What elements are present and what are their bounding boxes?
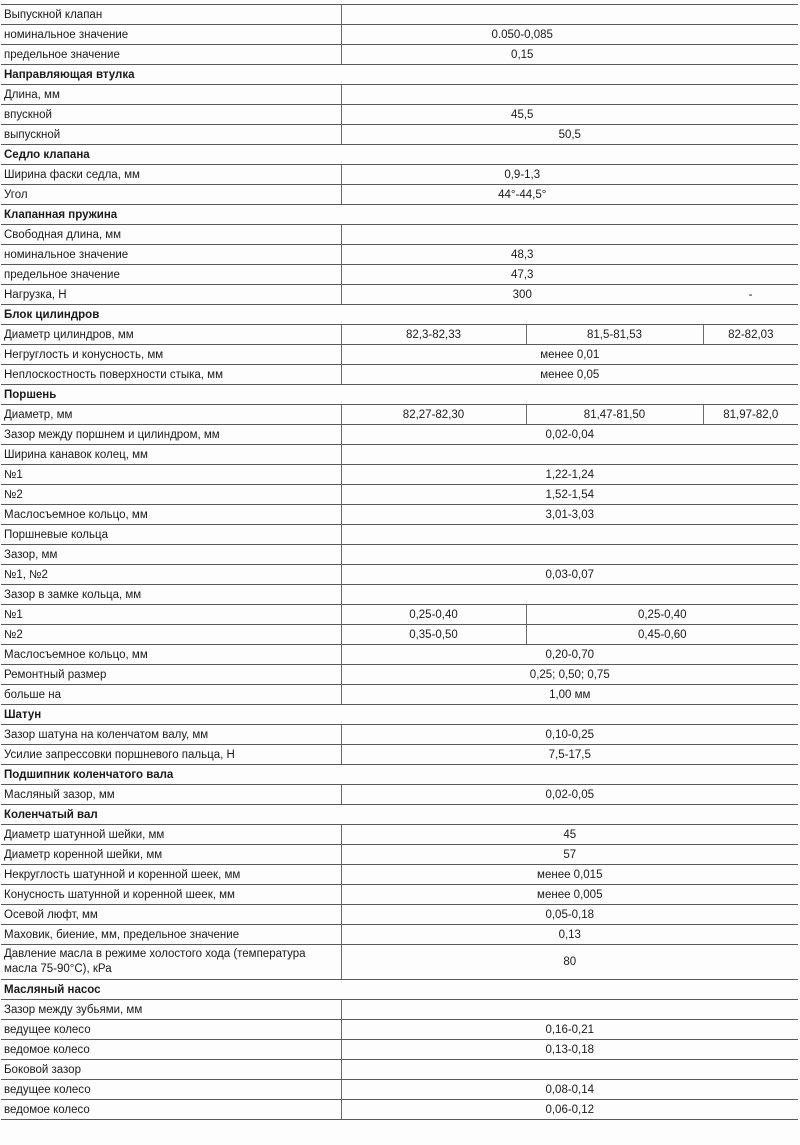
row-label: №1 — [1, 465, 341, 485]
row-label: №2 — [1, 485, 341, 505]
row-label: Маслосъемное кольцо, мм — [1, 645, 341, 665]
row-label: Зазор между зубьями, мм — [1, 1000, 341, 1020]
spec-row — [1, 745, 798, 765]
row-label: Маслосъемное кольцо, мм — [1, 505, 341, 525]
spec-row — [1, 585, 798, 605]
section-title: Масляный насос — [1, 980, 798, 1000]
spec-row — [1, 285, 798, 305]
value-cell-empty — [341, 525, 798, 545]
value-cell-empty — [341, 585, 798, 605]
value-cell-1: 0,25-0,40 — [341, 605, 526, 625]
value-cell: 0,25; 0,50; 0,75 — [341, 665, 798, 685]
spec-row — [1, 785, 798, 805]
section-header-row — [1, 980, 798, 1000]
row-label: предельное значение — [1, 265, 341, 285]
row-label: Зазор в замке кольца, мм — [1, 585, 341, 605]
section-header-row — [1, 305, 798, 325]
spec-row — [1, 1000, 798, 1020]
value-cell-empty — [341, 225, 798, 245]
value-cell: 44°-44,5° — [341, 185, 703, 205]
section-title: Коленчатый вал — [1, 805, 798, 825]
section-title: Клапанная пружина — [1, 205, 798, 225]
spec-row — [1, 165, 798, 185]
row-label: Нагрузка, Н — [1, 285, 341, 305]
spec-row — [1, 645, 798, 665]
row-label: Зазор между поршнем и цилиндром, мм — [1, 425, 341, 445]
row-label: Угол — [1, 185, 341, 205]
row-label: номинальное значение — [1, 25, 341, 45]
value-cell: 50,5 — [341, 125, 798, 145]
value-cell-3: 81,97-82,0 — [703, 405, 798, 425]
row-label: №1 — [1, 605, 341, 625]
value-cell: 0,03-0,07 — [341, 565, 798, 585]
spec-row — [1, 1040, 798, 1060]
spec-row — [1, 665, 798, 685]
row-label: ведущее колесо — [1, 1080, 341, 1100]
spec-row — [1, 485, 798, 505]
value-cell: 0.050-0,085 — [341, 25, 703, 45]
section-title: Подшипник коленчатого вала — [1, 765, 798, 785]
extra-cell — [703, 105, 798, 125]
row-label: №1, №2 — [1, 565, 341, 585]
spec-row — [1, 565, 798, 585]
spec-row — [1, 905, 798, 925]
value-cell: 0,02-0,05 — [341, 785, 798, 805]
row-label: предельное значение — [1, 45, 341, 65]
value-cell-empty — [341, 445, 798, 465]
row-label: Боковой зазор — [1, 1060, 341, 1080]
row-label: Зазор, мм — [1, 545, 341, 565]
section-title: Шатун — [1, 705, 798, 725]
extra-cell — [703, 165, 798, 185]
value-cell: 7,5-17,5 — [341, 745, 798, 765]
spec-row — [1, 685, 798, 705]
spec-row — [1, 5, 798, 25]
value-cell-3: 82-82,03 — [703, 325, 798, 345]
section-header-row — [1, 385, 798, 405]
value-cell: менее 0,005 — [341, 885, 798, 905]
spec-row — [1, 865, 798, 885]
extra-cell — [703, 245, 798, 265]
spec-row — [1, 885, 798, 905]
value-cell: менее 0,01 — [341, 345, 798, 365]
value-cell: 0,02-0,04 — [341, 425, 798, 445]
spec-row — [1, 945, 798, 980]
value-cell: 0,16-0,21 — [341, 1020, 798, 1040]
row-label: ведомое колесо — [1, 1040, 341, 1060]
extra-cell — [703, 185, 798, 205]
spec-row — [1, 545, 798, 565]
value-cell-empty — [341, 85, 798, 105]
value-cell-empty — [341, 1000, 798, 1020]
row-label: Неплоскостность поверхности стыка, мм — [1, 365, 341, 385]
row-label: Выпускной клапан — [1, 5, 341, 25]
value-cell: 0,05-0,18 — [341, 905, 798, 925]
row-label: Поршневые кольца — [1, 525, 341, 545]
value-cell: 1,52-1,54 — [341, 485, 798, 505]
spec-row — [1, 345, 798, 365]
value-cell: 0,10-0,25 — [341, 725, 798, 745]
row-label: Давление масла в режиме холостого хода (температура масла 75-90°С), кРа — [1, 945, 341, 980]
spec-row — [1, 505, 798, 525]
spec-row — [1, 1020, 798, 1040]
row-label: номинальное значение — [1, 245, 341, 265]
value-cell: 45,5 — [341, 105, 703, 125]
spec-row — [1, 425, 798, 445]
spec-row — [1, 85, 798, 105]
spec-row — [1, 45, 798, 65]
row-label: №2 — [1, 625, 341, 645]
spec-row — [1, 845, 798, 865]
spec-row — [1, 25, 798, 45]
spec-row — [1, 405, 798, 425]
value-cell-2: 0,45-0,60 — [526, 625, 798, 645]
value-cell-1: 82,27-82,30 — [341, 405, 526, 425]
row-label: Негруглость и конусность, мм — [1, 345, 341, 365]
value-cell: 0,13-0,18 — [341, 1040, 798, 1060]
extra-cell — [703, 265, 798, 285]
value-cell: 0,08-0,14 — [341, 1080, 798, 1100]
value-cell-empty — [341, 5, 798, 25]
value-cell-empty — [341, 545, 798, 565]
value-cell-empty — [341, 1060, 798, 1080]
row-label: Длина, мм — [1, 85, 341, 105]
row-label: Ширина фаски седла, мм — [1, 165, 341, 185]
spec-row — [1, 365, 798, 385]
extra-cell — [703, 25, 798, 45]
row-label: ведомое колесо — [1, 1100, 341, 1120]
spec-row — [1, 185, 798, 205]
spec-row — [1, 1060, 798, 1080]
section-title: Направляющая втулка — [1, 65, 798, 85]
value-cell: 80 — [341, 945, 798, 980]
row-label: Масляный зазор, мм — [1, 785, 341, 805]
section-title: Блок цилиндров — [1, 305, 798, 325]
spec-row — [1, 445, 798, 465]
value-cell: 0,20-0,70 — [341, 645, 798, 665]
value-cell: менее 0,015 — [341, 865, 798, 885]
row-label: Зазор шатуна на коленчатом валу, мм — [1, 725, 341, 745]
row-label: Ширина канавок колец, мм — [1, 445, 341, 465]
section-header-row — [1, 145, 798, 165]
spec-table-body — [1, 5, 798, 1120]
spec-row — [1, 125, 798, 145]
value-cell: 48,3 — [341, 245, 703, 265]
value-cell: 0,06-0,12 — [341, 1100, 798, 1120]
value-cell: 57 — [341, 845, 798, 865]
spec-row — [1, 625, 798, 645]
section-header-row — [1, 205, 798, 225]
section-title: Седло клапана — [1, 145, 798, 165]
value-cell: 45 — [341, 825, 798, 845]
row-label: ведущее колесо — [1, 1020, 341, 1040]
spec-row — [1, 1080, 798, 1100]
value-cell: 300 — [341, 285, 703, 305]
spec-row — [1, 225, 798, 245]
spec-row — [1, 325, 798, 345]
value-cell: 1,22-1,24 — [341, 465, 798, 485]
value-cell: 1,00 мм — [341, 685, 798, 705]
value-cell-1: 0,35-0,50 — [341, 625, 526, 645]
row-label: выпускной — [1, 125, 341, 145]
section-header-row — [1, 705, 798, 725]
row-label: Диаметр коренной шейки, мм — [1, 845, 341, 865]
row-label: Ремонтный размер — [1, 665, 341, 685]
spec-row — [1, 825, 798, 845]
section-title: Поршень — [1, 385, 798, 405]
value-cell-2: 81,5-81,53 — [526, 325, 703, 345]
row-label: Осевой люфт, мм — [1, 905, 341, 925]
value-cell-1: 82,3-82,33 — [341, 325, 526, 345]
row-label: Усилие запрессовки поршневого пальца, Н — [1, 745, 341, 765]
value-cell-2: 81,47-81,50 — [526, 405, 703, 425]
spec-row — [1, 1100, 798, 1120]
spec-table — [1, 4, 798, 1120]
spec-row — [1, 925, 798, 945]
value-cell: 3,01-3,03 — [341, 505, 798, 525]
row-label: Конусность шатунной и коренной шеек, мм — [1, 885, 341, 905]
row-label: Диаметр цилиндров, мм — [1, 325, 341, 345]
row-label: больше на — [1, 685, 341, 705]
section-header-row — [1, 65, 798, 85]
extra-cell: - — [703, 285, 798, 305]
spec-row — [1, 265, 798, 285]
spec-row — [1, 245, 798, 265]
row-label: Диаметр шатунной шейки, мм — [1, 825, 341, 845]
value-cell-2: 0,25-0,40 — [526, 605, 798, 625]
spec-row — [1, 725, 798, 745]
extra-cell — [703, 45, 798, 65]
row-label: Диаметр, мм — [1, 405, 341, 425]
value-cell: 0,9-1,3 — [341, 165, 703, 185]
row-label: Маховик, биение, мм, предельное значение — [1, 925, 341, 945]
section-header-row — [1, 805, 798, 825]
value-cell: 47,3 — [341, 265, 703, 285]
spec-row — [1, 465, 798, 485]
spec-row — [1, 525, 798, 545]
value-cell: 0,15 — [341, 45, 703, 65]
spec-row — [1, 105, 798, 125]
row-label: впускной — [1, 105, 341, 125]
value-cell: 0,13 — [341, 925, 798, 945]
row-label: Некруглость шатунной и коренной шеек, мм — [1, 865, 341, 885]
section-header-row — [1, 765, 798, 785]
row-label: Свободная длина, мм — [1, 225, 341, 245]
value-cell: менее 0,05 — [341, 365, 798, 385]
spec-row — [1, 605, 798, 625]
